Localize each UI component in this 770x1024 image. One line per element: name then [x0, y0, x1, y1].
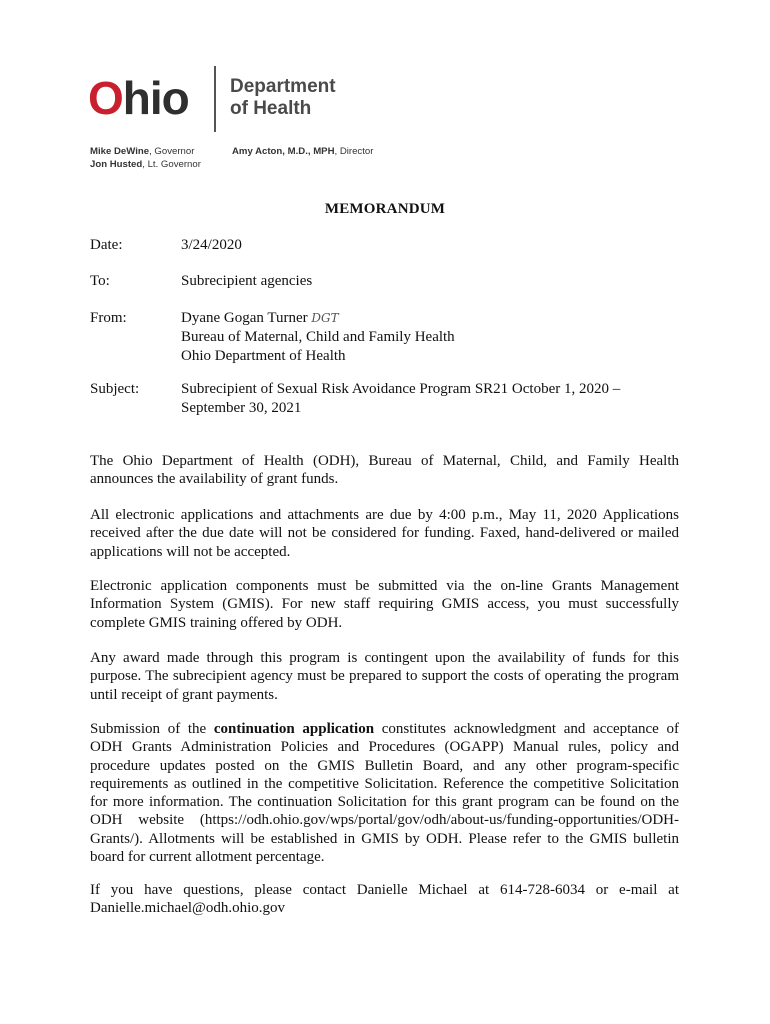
continuation-application-term: continuation application [213, 721, 375, 737]
logo-divider [214, 66, 216, 132]
to-value: Subrecipient agencies [181, 273, 313, 289]
from-block [181, 309, 455, 366]
paragraph-submission: Submission of the continuation application constitutes acknowledgment and acceptance of ODH Grants Administration Policies and Procedures (OGAPP) Manual rules, policy and procedure updates posted on the GMIS Bulletin Board, and any other program-specific requirements as outlined in the competitive Solicitation. Reference the competitive Solicitation for more information. The continuation Solicitation for this grant program can be found on the ODH website (https://odh.ohio.gov/wps/portal/gov/odh/about-us/funding-opportunities/ODH-Grants/). Allotments will be established in GMIS by ODH. Please refer to the GMIS bulletin board for current allotment percentage. [90, 721, 679, 866]
from-name: Dyane Gogan Turner [181, 310, 308, 326]
signature-initials: DGT [311, 311, 339, 325]
paragraph-contact: If you have questions, please contact Danielle Michael at 614-728-6034 or e-mail at Danielle.michael@odh.ohio.gov [90, 882, 679, 917]
contact-email: Danielle.michael@odh.ohio.gov [90, 900, 286, 917]
department-name: Department of Health [230, 76, 336, 119]
from-label: From: [90, 310, 127, 326]
governor-block: Mike DeWine, Governor Jon Husted, Lt. Governor [90, 146, 201, 170]
paragraph-gmis: Electronic application components must be submitted via the on-line Grants Management Information System (GMIS). For new staff requiring GMIS access, you must successfully complete GMIS training offered by ODH. [90, 578, 679, 631]
director-block: Amy Acton, M.D., MPH, Director [232, 146, 374, 157]
subject-block: Subrecipient of Sexual Risk Avoidance Program SR21 October 1, 2020 – September 30, 2021 [181, 381, 621, 416]
from-bureau: Bureau of Maternal, Child and Family Health [181, 329, 455, 345]
from-department: Ohio Department of Health [181, 348, 346, 364]
date-value: 3/24/2020 [181, 237, 242, 253]
date-label: Date: [90, 237, 123, 253]
ohio-wordmark: Ohio [88, 72, 189, 124]
paragraph-announcement: The Ohio Department of Health (ODH), Bureau of Maternal, Child, and Family Health announces the availability of grant funds. [90, 453, 679, 488]
memo-title: MEMORANDUM [324, 201, 446, 217]
paragraph-deadline: All electronic applications and attachments are due by 4:00 p.m., May 11, 2020 Applications received after the due date will not be considered for funding. Faxed, hand-delivered or mailed applications will not be accepted. [90, 507, 679, 560]
subject-label: Subject: [90, 381, 140, 397]
to-label: To: [90, 273, 110, 289]
paragraph-contingent: Any award made through this program is contingent upon the availability of funds for this purpose. The subrecipient agency must be prepared to support the costs of operating the program until receipt of grant payments. [90, 650, 679, 703]
